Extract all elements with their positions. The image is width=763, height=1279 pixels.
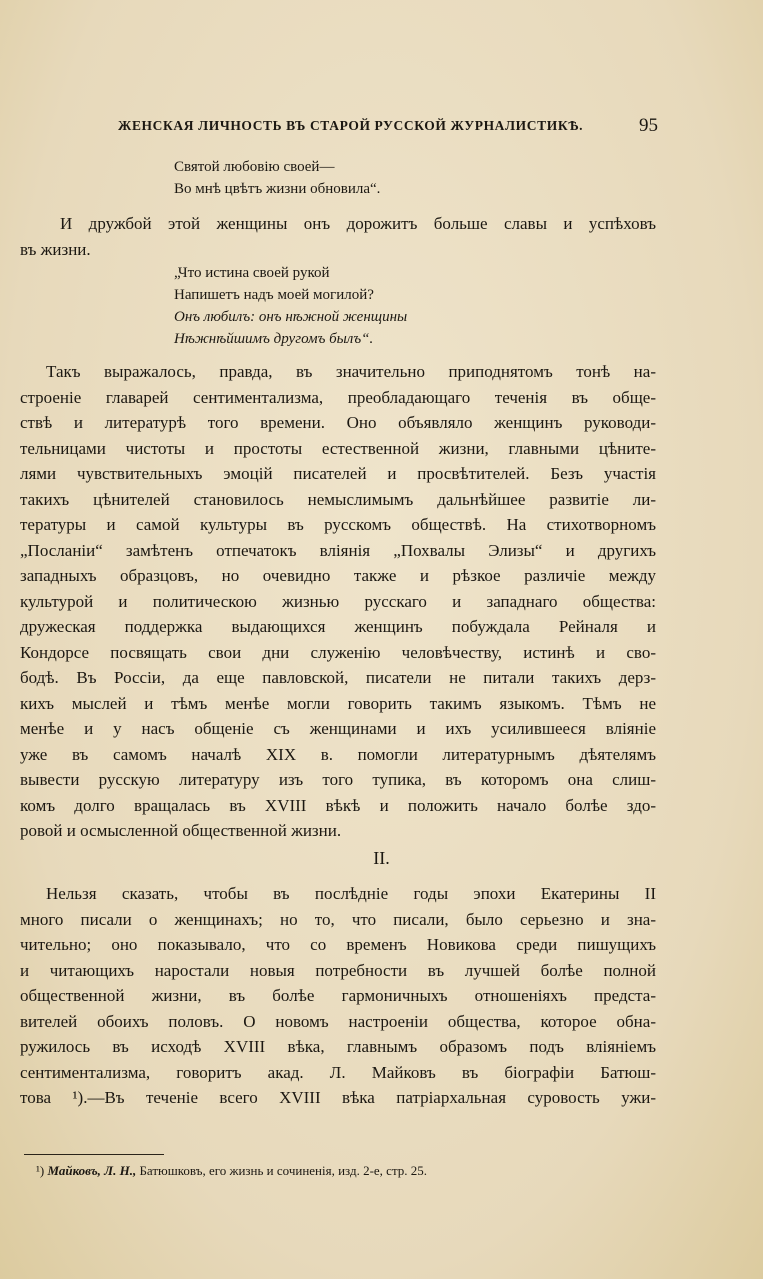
text-line: кихъ мыслей и тѣмъ менѣе могли говорить такимъ языкомъ. Тѣмъ не (20, 693, 656, 713)
text-line: культурой и политическою жизнью русскаго и западнаго общества: (20, 591, 656, 611)
footnote-marker: ¹) (36, 1163, 45, 1178)
verse-line: Онъ любилъ: онъ нѣжной женщины (174, 309, 408, 325)
text-line: чительно; оно показывало, что со временъ Новикова среди пишущихъ (20, 935, 656, 954)
text-line: и читающихъ наростали новыя потребности въ лучшей болѣе полной (20, 960, 656, 980)
text-line: уже въ самомъ началѣ XIX в. помогли литературнымъ дѣятелямъ (20, 744, 656, 764)
text-line: вителей обоихъ половъ. О новомъ настроеніи общества, которое обна- (20, 1011, 656, 1031)
text-line: сентиментализма, говоритъ акад. Л. Майковъ въ біографіи Батюш- (20, 1062, 656, 1082)
text-line: И дружбой этой женщины онъ дорожитъ больше славы и успѣховъ (60, 214, 656, 233)
text-line: Кондорсе посвящать свои дни служенію человѣчеству, истинѣ и сво- (20, 642, 656, 662)
footnote (36, 1163, 427, 1179)
verse-line: „Что истина своей рукой (174, 265, 330, 281)
paragraph-2 (20, 359, 656, 844)
text-line: ствѣ и литературѣ того времени. Оно объявляло женщинъ руководи- (20, 413, 656, 432)
verse-line: Во мнѣ цвѣтъ жизни обновила“. (174, 181, 381, 197)
footnote-author: Майковъ, Л. Н., (47, 1163, 137, 1178)
text-line: ровой и осмысленной общественной жизни. (20, 821, 342, 840)
section-heading: II. (373, 848, 390, 868)
text-line: Такъ выражалось, правда, въ значительно приподнятомъ тонѣ на- (46, 362, 656, 381)
verse-quote-2 (174, 262, 407, 350)
text-line: ружилось въ исходѣ XVIII вѣка, главнымъ образомъ подъ вліяніемъ (20, 1037, 656, 1056)
text-line: бодѣ. Въ Россіи, да еще павловской, писатели не питали такихъ дерз- (20, 668, 656, 687)
verse-line: Святой любовію своей— (174, 159, 335, 175)
text-line: тературы и самой культуры въ русскомъ обществѣ. На стихотворномъ (20, 515, 656, 534)
text-line: общественной жизни, въ болѣе гармоничныхъ отношеніяхъ предста- (20, 986, 656, 1005)
text-line: строеніе главарей сентиментализма, преобладающаго теченія въ обще- (20, 387, 656, 407)
text-line: „Посланіи“ замѣтенъ отпечатокъ вліянія „Похвалы Элизы“ и другихъ (20, 540, 656, 560)
page-number: 95 (639, 115, 658, 136)
verse-line: Напишетъ надъ моей могилой? (174, 287, 374, 303)
paragraph-3 (20, 881, 656, 1111)
text-line: дружеская поддержка выдающихся женщинъ побуждала Рейналя и (20, 617, 656, 636)
text-line: менѣе и у насъ общеніе съ женщинами и ихъ усилившееся вліяніе (20, 719, 656, 738)
text-line: много писали о женщинахъ; но то, что писали, было серьезно и зна- (20, 909, 656, 929)
text-line: Нельзя сказать, чтобы въ послѣдніе годы эпохи Екатерины II (46, 884, 656, 903)
text-line: западныхъ образцовъ, но очевидно также и рѣзкое различіе между (20, 566, 656, 585)
footnote-text: Батюшковъ, его жизнь и сочиненія, изд. 2-е, стр. 25. (139, 1163, 428, 1178)
text-line: такихъ цѣнителей становилось немыслимымъ дальнѣйшее развитіе ли- (20, 489, 656, 509)
verse-line: Нѣжнѣйшимъ другомъ былъ“. (174, 331, 374, 347)
text-line: вывести русскую литературу изъ того тупика, въ которомъ она слиш- (20, 770, 656, 789)
text-line: лями чувствительныхъ эмоцій писателей и просвѣтителей. Безъ участія (20, 464, 656, 483)
footnote-rule (24, 1154, 164, 1155)
text-line: тельницами чистоты и простоты естественной жизни, главными цѣните- (20, 438, 656, 458)
text-line: комъ долго вращалась въ XVIII вѣкѣ и положить начало болѣе здо- (20, 795, 656, 815)
paragraph-1 (20, 211, 656, 262)
page-header (98, 115, 658, 139)
running-title: ЖЕНСКАЯ ЛИЧНОСТЬ ВЪ СТАРОЙ РУССКОЙ ЖУРНАЛИСТИКѢ. (118, 118, 584, 133)
verse-quote-1 (174, 156, 380, 200)
text-line: това ¹).—Въ теченіе всего XVIII вѣка патріархальная суровость ужи- (20, 1088, 656, 1107)
text-line: въ жизни. (20, 239, 91, 259)
